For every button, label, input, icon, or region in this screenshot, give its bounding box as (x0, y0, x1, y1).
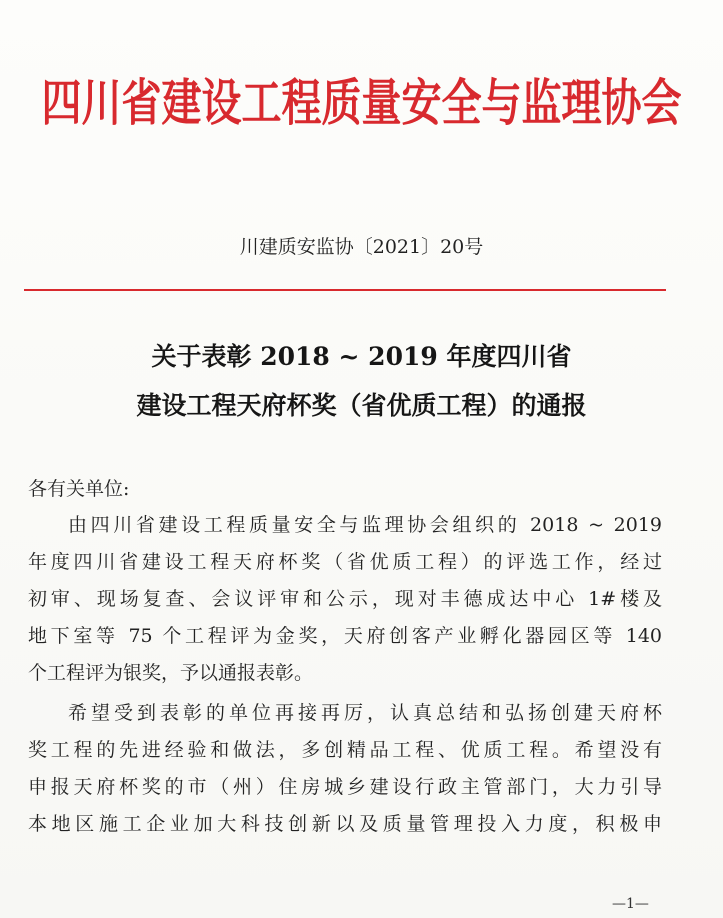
organization-red-header: 四川省建设工程质量安全与监理协会 (41, 74, 682, 133)
page-number: —1— (612, 896, 649, 912)
paragraph-2-line: 本地区施工企业加大科技创新以及质量管理投入力度，积极申 (28, 813, 662, 835)
document-number: 川建质安监协〔2021〕20号 (239, 236, 484, 258)
paragraph-1-line: 年度四川省建设工程天府杯奖（省优质工程）的评选工作，经过 (28, 551, 662, 573)
paragraph-1-line: 个工程评为银奖，予以通报表彰。 (28, 662, 314, 684)
paragraph-1-line: 地下室等 75 个工程评为金奖，天府创客产业孵化器园区等 140 (28, 625, 662, 647)
paragraph-1-line: 由四川省建设工程质量安全与监理协会组织的 2018 ~ 2019 (68, 514, 662, 536)
red-divider-line (24, 289, 666, 291)
salutation: 各有关单位: (28, 478, 130, 500)
paragraph-2-line: 申报天府杯奖的市（州）住房城乡建设行政主管部门，大力引导 (28, 776, 662, 798)
paragraph-1-line: 初审、现场复查、会议评审和公示，现对丰德成达中心 1#楼及 (28, 588, 662, 610)
notice-title-line-1: 关于表彰 2018 ~ 2019 年度四川省 (151, 342, 572, 371)
paragraph-2-line: 奖工程的先进经验和做法，多创精品工程、优质工程。希望没有 (28, 739, 662, 761)
paragraph-2-line: 希望受到表彰的单位再接再厉，认真总结和弘扬创建天府杯 (68, 702, 662, 724)
notice-title-line-2: 建设工程天府杯奖（省优质工程）的通报 (136, 391, 587, 420)
